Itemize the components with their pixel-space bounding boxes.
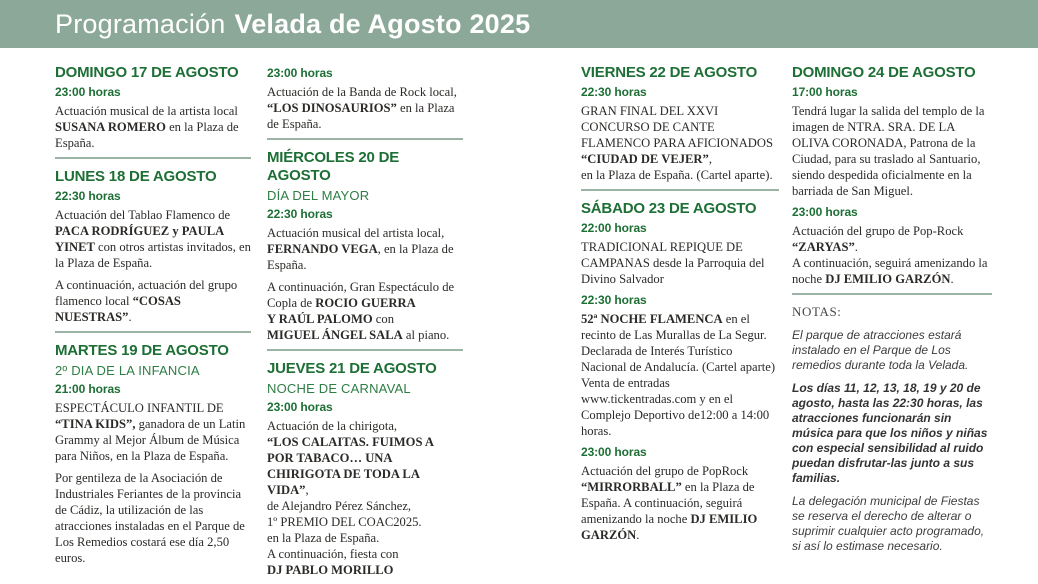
event-description: Actuación del grupo de Pop-Rock “ZARYAS”. A continuación, seguirá amenizando la noche DJ EMILIO GARZÓN. <box>792 224 988 286</box>
day-heading: JUEVES 21 DE AGOSTO <box>267 360 437 377</box>
event-description: Actuación de la Banda de Rock local, “LOS DINOSAURIOS” en la Plaza de España. <box>267 85 457 131</box>
event-time: 23:00 horas <box>267 66 333 80</box>
event-description: Actuación del Tablao Flamenco de PACA RODRÍGUEZ y PAULA YINET con otros artistas invitados, en la Plaza de España. <box>55 208 251 270</box>
program-column-2 <box>267 64 463 584</box>
event-description: TRADICIONAL REPIQUE DE CAMPANAS desde la Parroquia del Divino Salvador <box>581 240 765 286</box>
day-heading: MIÉRCOLES 20 DE AGOSTO <box>267 149 400 184</box>
day-subtitle: DÍA DEL MAYOR <box>267 188 370 203</box>
section-divider <box>55 331 251 333</box>
section-divider <box>792 293 992 295</box>
event-description: Actuación de la chirigota, “LOS CALAITAS. FUIMOS A POR TABACO… UNA CHIRIGOTA DE TODA LA VIDA”, de Alejandro Pérez Sánchez, 1º PREMIO DEL COAC2025. en la Plaza de España. A continuación, fiesta con DJ PABLO MORILLO <box>267 419 434 577</box>
event-time: 22:30 horas <box>581 85 647 99</box>
event-time: 22:30 horas <box>267 207 333 221</box>
event-description: GRAN FINAL DEL XXVI CONCURSO DE CANTE FLAMENCO PARA AFICIONADOS “CIUDAD DE VEJER”, en la Plaza de España. (Cartel aparte). <box>581 104 773 182</box>
note-text: Los días 11, 12, 13, 18, 19 y 20 de agosto, hasta las 22:30 horas, las atracciones funcionarán sin música para que los niños y niñas con especial sensibilidad al ruido puedan disfrutar-las junto a sus familias. <box>792 381 988 485</box>
day-heading: MARTES 19 DE AGOSTO <box>55 342 229 359</box>
event-time: 23:00 horas <box>55 85 121 99</box>
note-text: El parque de atracciones estará instalado en el Parque de Los remedios durante toda la Velada. <box>792 328 969 372</box>
section-divider <box>581 189 779 191</box>
event-description: Actuación musical del artista local, FERNANDO VEGA, en la Plaza de España. <box>267 226 454 272</box>
event-description: A continuación, Gran Espectáculo de Copla de ROCIO GUERRA Y RAÚL PALOMO con MIGUEL ÁNGEL SALA al piano. <box>267 280 455 342</box>
event-description: Actuación musical de la artista local SUSANA ROMERO en la Plaza de España. <box>55 104 239 150</box>
program-column-1 <box>55 64 251 584</box>
day-subtitle: NOCHE DE CARNAVAL <box>267 381 411 396</box>
event-time: 23:00 horas <box>792 205 858 219</box>
event-description: Actuación del grupo de PopRock “MIRRORBALL” en la Plaza de España. A continuación, seguirá amenizando la noche DJ EMILIO GARZÓN. <box>581 464 758 542</box>
section-divider <box>267 138 463 140</box>
notes-heading: NOTAS: <box>792 304 842 319</box>
event-time: 22:30 horas <box>55 189 121 203</box>
event-description: ESPECTÁCULO INFANTIL DE “TINA KIDS”, ganadora de un Latin Grammy al Mejor Álbum de Música para Niños, en la Plaza de España. <box>55 401 246 463</box>
event-description: Tendrá lugar la salida del templo de la imagen de NTRA. SRA. DE LA OLIVA CORONADA, Patrona de la Ciudad, para su traslado al Santuario, siendo despedida oficialmente en la barriada de San Miguel. <box>792 104 985 198</box>
program-column-3 <box>581 64 779 584</box>
day-heading: SÁBADO 23 DE AGOSTO <box>581 200 757 217</box>
event-time: 17:00 horas <box>792 85 858 99</box>
page-header <box>0 0 1038 48</box>
program-column-4 <box>792 64 992 584</box>
day-heading: VIERNES 22 DE AGOSTO <box>581 64 758 81</box>
event-description: A continuación, actuación del grupo flamenco local “COSAS NUESTRAS”. <box>55 278 238 324</box>
event-time: 22:30 horas <box>581 293 647 307</box>
day-heading: DOMINGO 24 DE AGOSTO <box>792 64 976 81</box>
program-grid <box>0 48 1038 584</box>
day-heading: LUNES 18 DE AGOSTO <box>55 168 217 185</box>
event-time: 23:00 horas <box>267 400 333 414</box>
event-description: Por gentileza de la Asociación de Industriales Feriantes de la provincia de Cádiz, la utilización de las atracciones instaladas en el Parque de Los Remedios costará ese día 2,50 euros. <box>55 471 245 565</box>
note-text: La delegación municipal de Fiestas se reserva el derecho de alterar o suprimir cualquier acto programado, si así lo estimase necesario. <box>792 494 985 553</box>
section-divider <box>267 349 463 351</box>
page-title-prefix: Programación <box>55 8 226 39</box>
page-title: Velada de Agosto 2025 <box>234 8 531 39</box>
event-time: 22:00 horas <box>581 221 647 235</box>
section-divider <box>55 157 251 159</box>
event-description: 52ª NOCHE FLAMENCA en el recinto de Las Murallas de La Segur. Declarada de Interés Turístico Nacional de Andalucía. (Cartel aparte) Venta de entradas www.tickentradas.com y en el Complejo Deportivo de12:00 a 14:00 horas. <box>581 312 776 438</box>
day-heading: DOMINGO 17 DE AGOSTO <box>55 64 239 81</box>
day-subtitle: 2º DIA DE LA INFANCIA <box>55 363 200 378</box>
event-time: 21:00 horas <box>55 382 121 396</box>
event-time: 23:00 horas <box>581 445 647 459</box>
